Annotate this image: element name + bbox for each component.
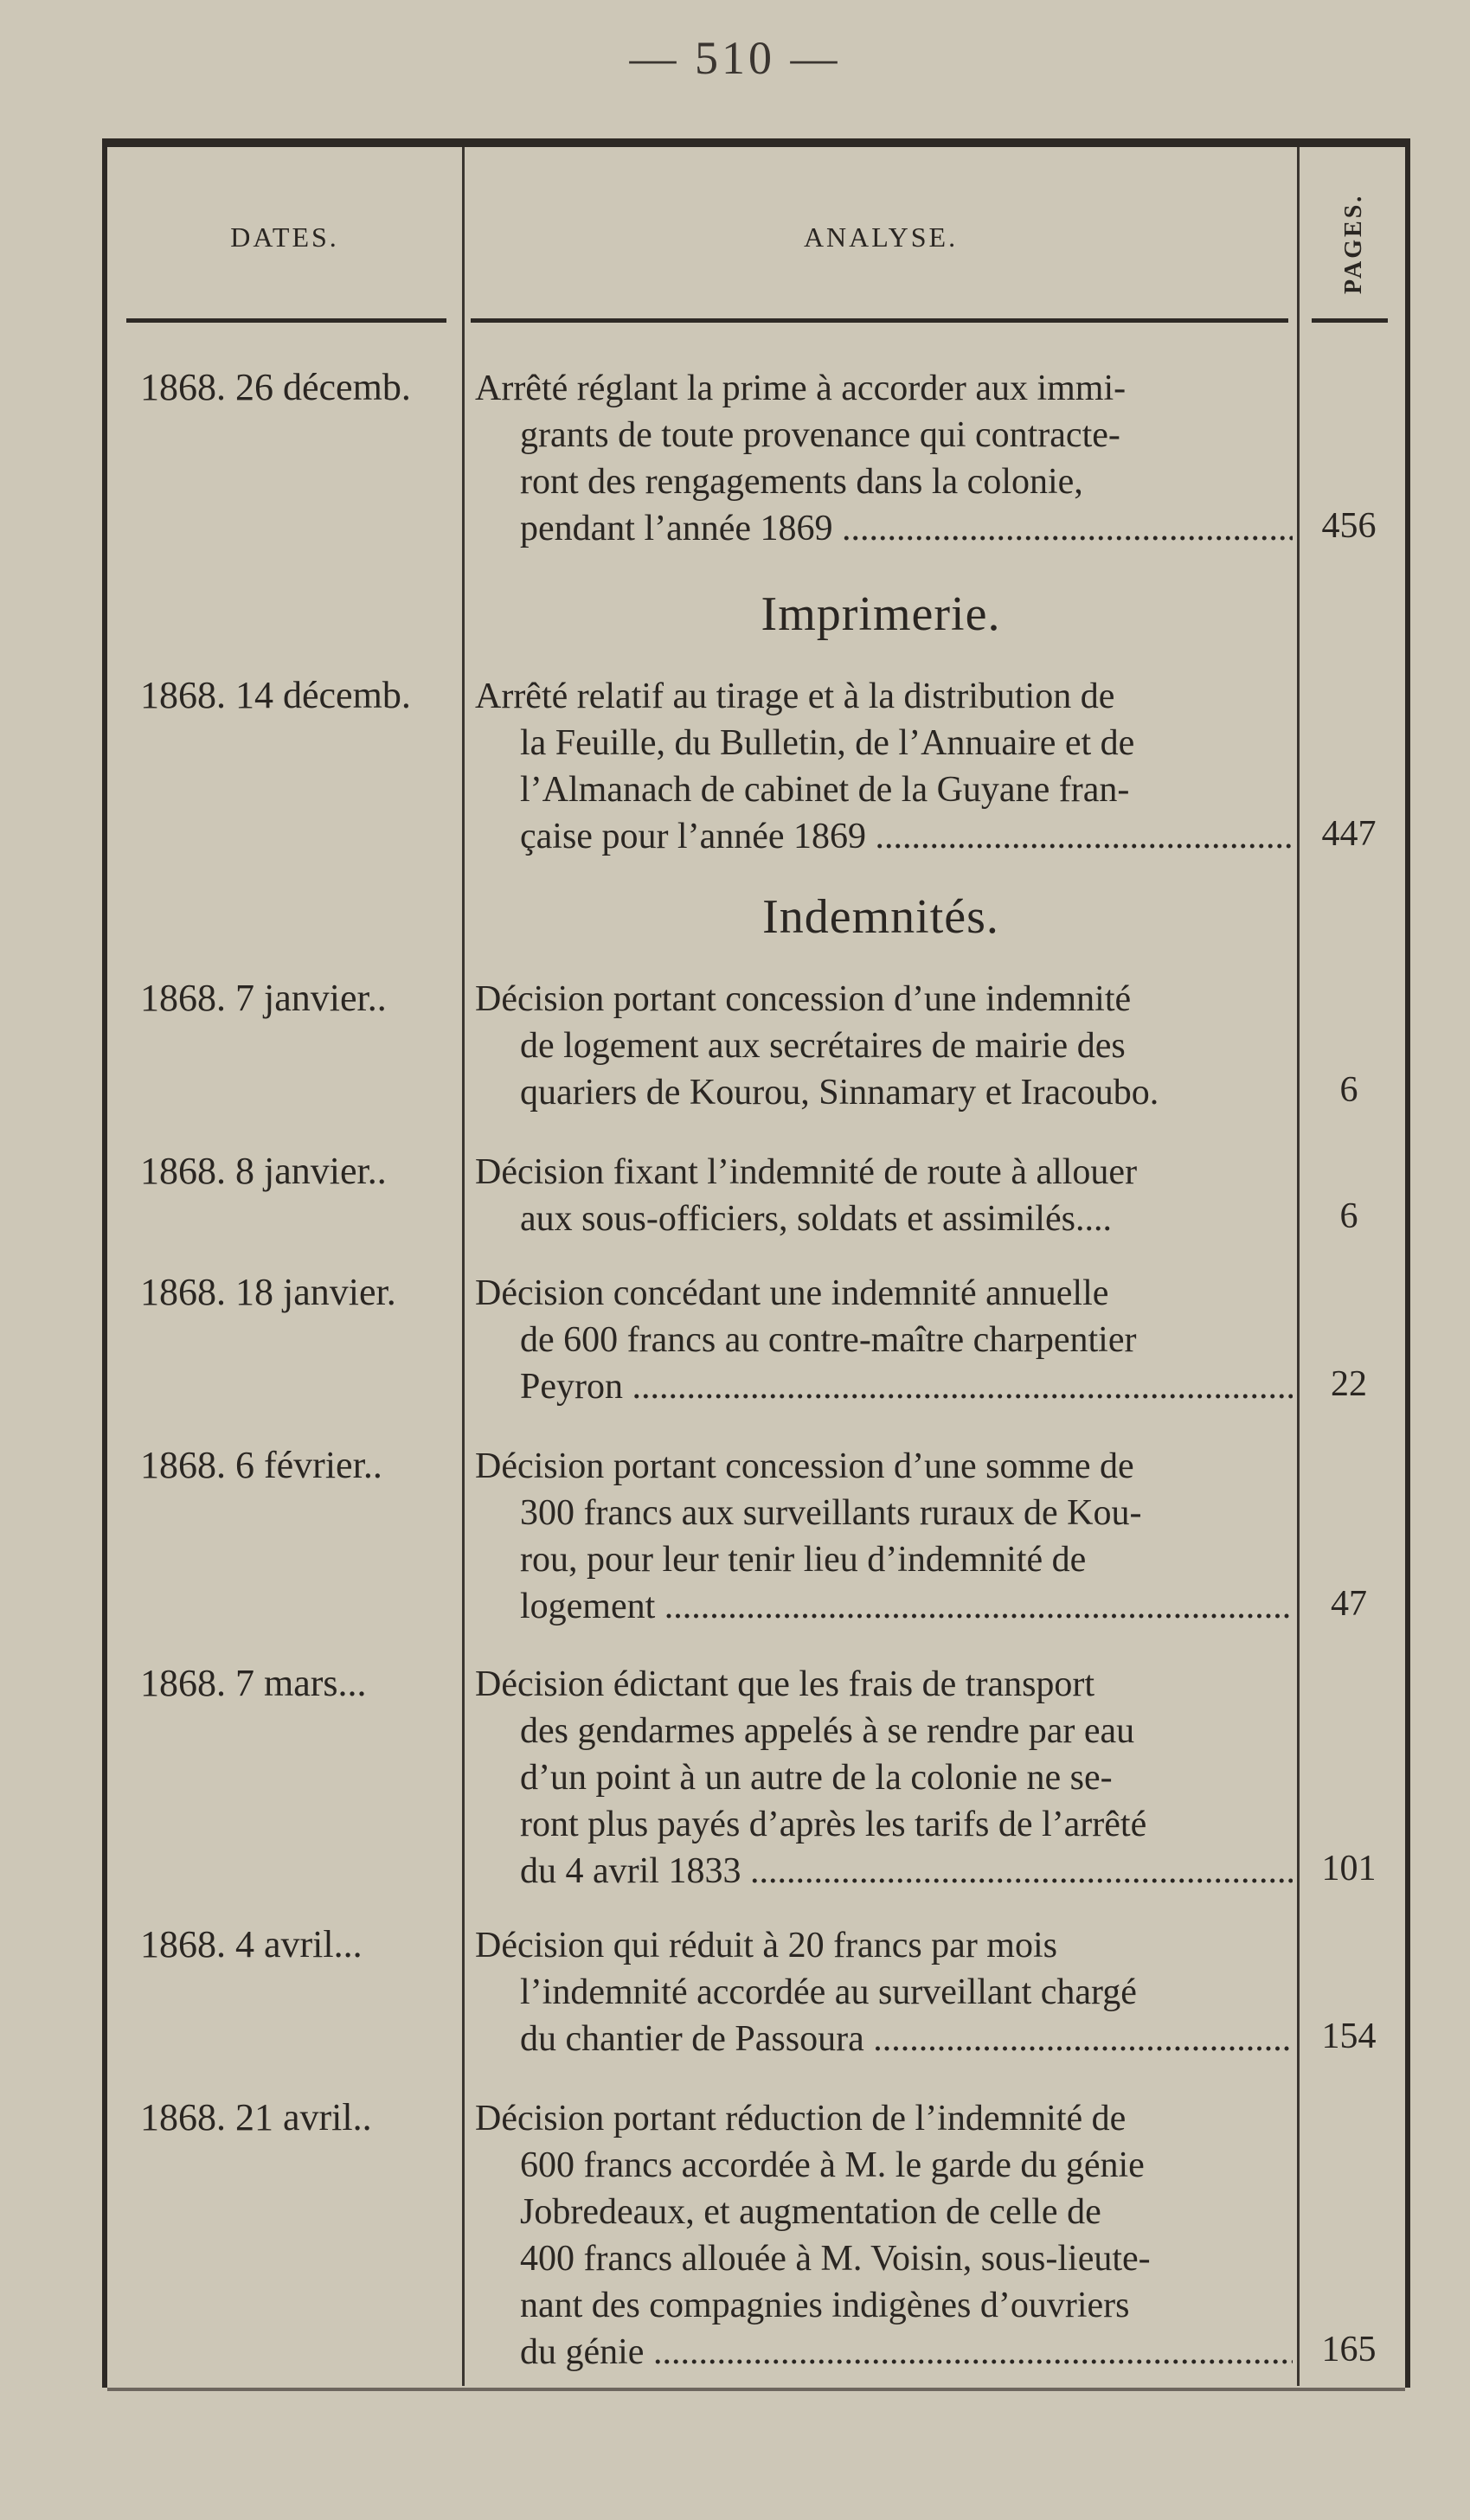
analysis-line: Arrêté réglant la prime à accorder aux immi-	[475, 369, 1127, 408]
header-rule-dates	[126, 318, 446, 323]
entry-page: 101	[1321, 1849, 1377, 1888]
entry-date: 1868. 18 janvier.	[140, 1271, 396, 1313]
analysis-line: Jobredeaux, et augmentation de celle de	[520, 2192, 1101, 2232]
analysis-line: logement .....	[475, 1583, 1293, 1630]
entry-page: 22	[1331, 1364, 1367, 1404]
section-heading: Imprimerie.	[761, 587, 1001, 641]
analysis-line: ront des rengagements dans la colonie,	[520, 462, 1083, 502]
entry-page: 47	[1331, 1584, 1367, 1624]
analysis-line: du chantier de Passoura .....	[475, 2016, 1293, 2062]
analysis-line: 300 francs aux surveillants ruraux de Kou-	[520, 1493, 1142, 1533]
entry-page: 165	[1321, 2330, 1377, 2369]
entry-date: 1868. 6 février..	[140, 1444, 382, 1486]
analysis-line: çaise pour l’année 1869 .....	[475, 813, 1293, 860]
analysis-line: Décision édictant que les frais de transport	[475, 1664, 1095, 1704]
analysis-line: 400 francs allouée à M. Voisin, sous-lieute-	[520, 2239, 1151, 2279]
analysis-line: 600 francs accordée à M. le garde du génie	[520, 2145, 1145, 2185]
entry-date: 1868. 7 mars...	[140, 1662, 367, 1704]
analysis-line: quariers de Kourou, Sinnamary et Iracoubo.	[520, 1073, 1159, 1113]
section-heading: Indemnités.	[762, 890, 999, 944]
entry-analysis	[475, 1443, 1293, 1630]
column-divider-pages	[1297, 147, 1300, 2386]
entry-date: 1868. 7 janvier..	[140, 977, 387, 1019]
entry-analysis	[475, 365, 1293, 552]
entry-analysis	[475, 1922, 1293, 2062]
entry-page: 447	[1321, 814, 1377, 854]
analysis-line: Décision fixant l’indemnité de route à allouer	[475, 1152, 1138, 1192]
analysis-line: d’un point à un autre de la colonie ne se-	[520, 1758, 1113, 1798]
top-rule	[107, 138, 1405, 147]
bottom-rule	[107, 2388, 1405, 2391]
analysis-line: de logement aux secrétaires de mairie des	[520, 1026, 1126, 1066]
page-number: — 510 —	[629, 32, 841, 84]
analysis-line: des gendarmes appelés à se rendre par eau	[520, 1711, 1135, 1751]
analysis-line: l’Almanach de cabinet de la Guyane fran-	[520, 770, 1130, 810]
analysis-line: du génie .....	[475, 2329, 1293, 2376]
entry-analysis	[475, 1149, 1293, 1242]
analysis-line: grants de toute provenance qui contracte-	[520, 415, 1120, 455]
entry-date: 1868. 4 avril...	[140, 1923, 363, 1965]
index-table	[102, 138, 1410, 2388]
analysis-line: Décision concédant une indemnité annuelle	[475, 1273, 1109, 1313]
header-rule-pages	[1312, 318, 1388, 323]
entry-analysis	[475, 2095, 1293, 2376]
column-divider-dates	[462, 147, 465, 2386]
analysis-line: Peyron .....	[475, 1363, 1293, 1410]
entry-date: 1868. 26 décemb.	[140, 366, 411, 408]
entry-page: 6	[1339, 1196, 1358, 1236]
analysis-line: Décision qui réduit à 20 francs par mois	[475, 1926, 1057, 1965]
header-analyse: ANALYSE.	[803, 221, 959, 253]
header-pages: PAGES.	[1340, 193, 1367, 294]
analysis-line: Décision portant concession d’une indemnité	[475, 979, 1132, 1019]
analysis-line: l’indemnité accordée au surveillant chargé	[520, 1972, 1137, 2012]
header-dates: DATES.	[230, 221, 339, 253]
entry-analysis	[475, 673, 1293, 860]
entry-analysis	[475, 1270, 1293, 1410]
analysis-line: nant des compagnies indigènes d’ouvriers	[520, 2286, 1130, 2325]
analysis-line: pendant l’année 1869 .....	[475, 505, 1293, 552]
analysis-line: rou, pour leur tenir lieu d’indemnité de	[520, 1540, 1087, 1580]
analysis-line: de 600 francs au contre-maître charpentier	[520, 1320, 1137, 1360]
entry-date: 1868. 14 décemb.	[140, 674, 411, 716]
analysis-line: du 4 avril 1833 .....	[475, 1848, 1293, 1895]
entry-date: 1868. 21 avril..	[140, 2096, 372, 2138]
entry-analysis	[475, 976, 1293, 1116]
analysis-line: ront plus payés d’après les tarifs de l’arrêté	[520, 1805, 1147, 1844]
entry-page: 456	[1321, 506, 1377, 546]
entry-page: 6	[1339, 1070, 1358, 1110]
analysis-line: Décision portant concession d’une somme de	[475, 1446, 1134, 1486]
analysis-line: Arrêté relatif au tirage et à la distribution de	[475, 676, 1115, 716]
analysis-line: la Feuille, du Bulletin, de l’Annuaire et de	[520, 723, 1135, 763]
entry-page: 154	[1321, 2017, 1377, 2056]
entry-analysis	[475, 1661, 1293, 1895]
header-rule-analyse	[471, 318, 1288, 323]
entry-date: 1868. 8 janvier..	[140, 1150, 387, 1192]
analysis-line: aux sous-officiers, soldats et assimilés....	[520, 1199, 1112, 1239]
analysis-line: Décision portant réduction de l’indemnité de	[475, 2099, 1127, 2138]
